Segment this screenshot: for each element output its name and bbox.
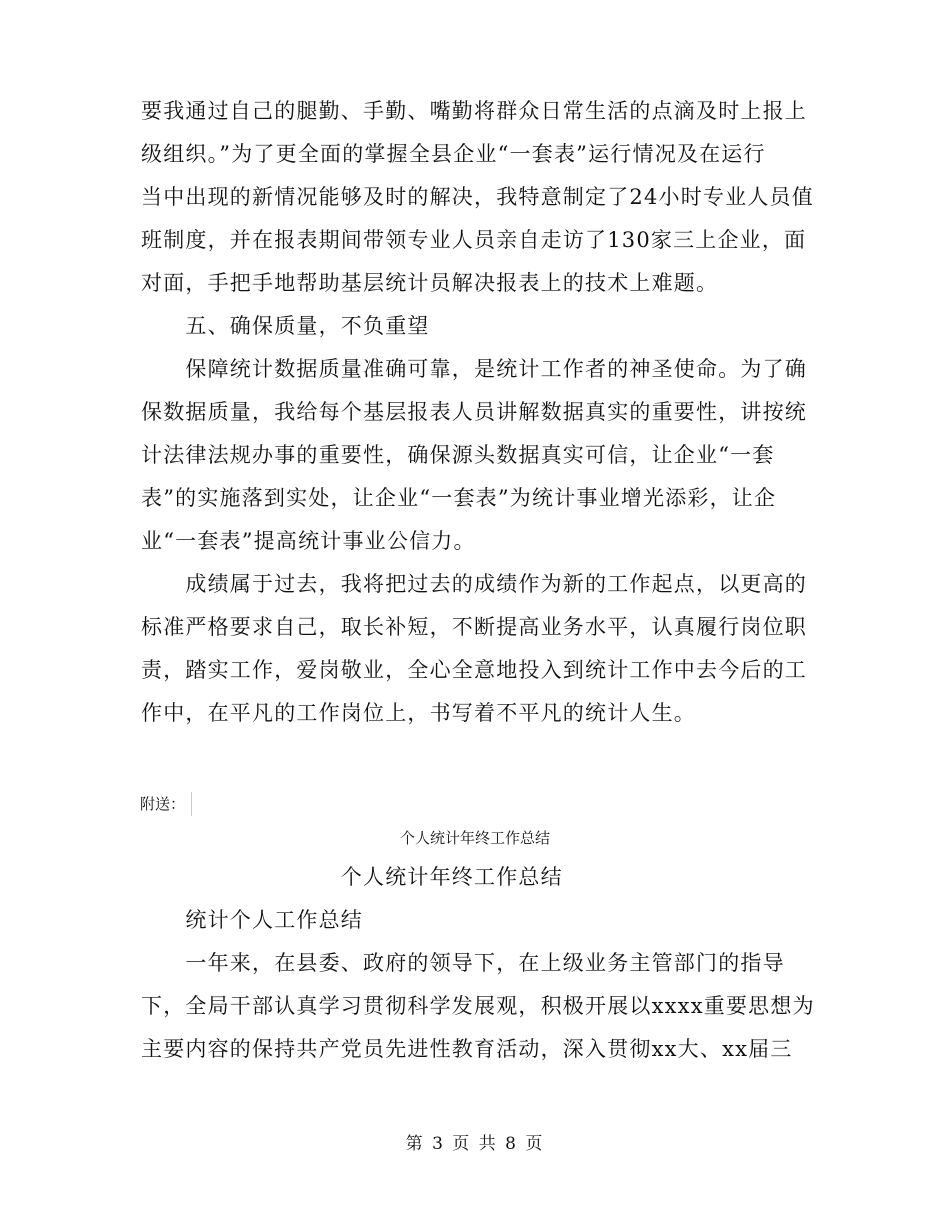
page-footer: 第 3 页 共 8 页 bbox=[405, 1134, 545, 1154]
text-line: 成绩属于过去，我将把过去的成绩作为新的工作起点，以更高的 bbox=[141, 572, 807, 596]
subtitle-line: 统计个人工作总结 bbox=[141, 908, 363, 932]
section-heading: 五、确保质量，不负重望 bbox=[141, 314, 430, 338]
text-line: 主要内容的保持共产党员先进性教育活动，深入贯彻xx大、xx届三 bbox=[141, 1037, 793, 1061]
text-line: 要我通过自己的腿勤、手勤、嘴勤将群众日常生活的点滴及时上报上 bbox=[141, 99, 807, 123]
text-line: 班制度，并在报表期间带领专业人员亲自走访了130家三上企业，面 bbox=[141, 228, 807, 252]
attachment-label: 附送： bbox=[140, 792, 192, 816]
text-line: 标准严格要求自己，取长补短，不断提高业务水平，认真履行岗位职 bbox=[141, 615, 807, 639]
text-line: 计法律法规办事的重要性，确保源头数据真实可信，让企业“一套 bbox=[141, 443, 775, 467]
text-line: 当中出现的新情况能够及时的解决，我特意制定了24小时专业人员值 bbox=[141, 185, 814, 209]
text-line: 业“一套表”提高统计事业公信力。 bbox=[141, 529, 476, 553]
text-line: 作中，在平凡的工作岗位上，书写着不平凡的统计人生。 bbox=[141, 701, 696, 725]
body-text-block-2 bbox=[141, 856, 815, 1071]
text-line: 下，全局干部认真学习贯彻科学发展观，积极开展以xxxx重要思想为 bbox=[141, 994, 815, 1018]
text-line: 对面，手把手地帮助基层统计员解决报表上的技术上难题。 bbox=[141, 271, 719, 295]
text-line: 责，踏实工作，爱岗敬业，全心全意地投入到统计工作中去今后的工 bbox=[141, 658, 807, 682]
text-line: 一年来，在县委、政府的领导下，在上级业务主管部门的指导 bbox=[141, 951, 785, 975]
text-line: 级组织。”为了更全面的掌握全县企业“一套表”运行情况及在运行 bbox=[141, 142, 766, 166]
body-text-block-1 bbox=[141, 90, 814, 735]
document-title: 个人统计年终工作总结 bbox=[141, 865, 563, 889]
text-line: 表”的实施落到实处，让企业“一套表”为统计事业增光添彩，让企 bbox=[141, 486, 777, 510]
text-line: 保障统计数据质量准确可靠，是统计工作者的神圣使命。为了确 bbox=[141, 357, 807, 381]
text-line: 保数据质量，我给每个基层报表人员讲解数据真实的重要性，讲按统 bbox=[141, 400, 807, 424]
attachment-title: 个人统计年终工作总结 bbox=[399, 829, 550, 847]
